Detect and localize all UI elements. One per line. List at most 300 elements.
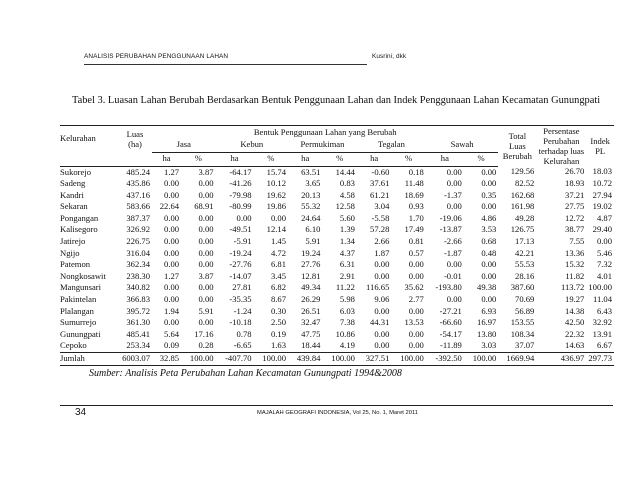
table-cell: 19.86: [266, 201, 287, 212]
table-cell: 0.00: [408, 259, 424, 270]
table-cell: 387.60: [510, 282, 535, 293]
table-cell: 14.63: [565, 340, 585, 351]
table-cell: 0.00: [481, 270, 497, 281]
running-header-title: ANALISIS PERUBAHAN PENGGUNAAN LAHAN: [84, 53, 229, 60]
table-cell: 2.66: [374, 236, 390, 247]
table-cell: 0.00: [198, 178, 214, 189]
table-cell: -19.24: [229, 247, 252, 258]
kelurahan-name-cell: Kandri: [60, 189, 84, 200]
table-cell: 7.32: [596, 259, 612, 270]
table-cell: 27.76: [301, 259, 321, 270]
table-cell: 3.45: [270, 270, 287, 281]
table-cell: 5.64: [164, 328, 180, 339]
table-cell: 11.22: [335, 282, 355, 293]
table-row: [60, 317, 614, 329]
table-cell: 47.75: [301, 328, 321, 339]
table-cell: 366.83: [126, 294, 150, 305]
col-unit-ha: ha: [216, 152, 254, 166]
table-cell: -35.35: [229, 294, 252, 305]
table-cell: 0.00: [481, 178, 497, 189]
table-cell: 0.00: [198, 224, 214, 235]
table-cell: 18.03: [592, 166, 612, 177]
table-cell: 16.97: [477, 317, 497, 328]
table-cell: 0.00: [198, 259, 214, 270]
table-cell: 5.91: [305, 236, 321, 247]
table-cell: 6.03: [339, 305, 355, 316]
table-cell: 326.92: [126, 224, 150, 235]
table-cell: 5.98: [339, 294, 355, 305]
table-cell: 238.30: [126, 270, 150, 281]
table-cell: 3.04: [374, 201, 390, 212]
table-row: [60, 224, 614, 236]
table-cell: 12.81: [301, 270, 321, 281]
table-cell: 0.00: [446, 294, 462, 305]
table-cell: 100.00: [588, 282, 612, 293]
kelurahan-name-cell: Jumlah: [60, 353, 118, 366]
table-cell: 1.34: [339, 236, 355, 247]
table-cell: 6.31: [339, 259, 355, 270]
col-unit-pct: %: [464, 152, 499, 166]
table-cell: 49.38: [477, 282, 497, 293]
table-cell: 56.89: [515, 305, 535, 316]
table-cell: 0.18: [408, 166, 424, 177]
table-cell: 8.67: [270, 294, 287, 305]
table-cell: 5.60: [339, 212, 355, 223]
table-cell: 3.87: [198, 166, 214, 177]
table-cell: 15.74: [266, 166, 287, 177]
table-cell: 38.77: [565, 224, 585, 235]
table-cell: -0.60: [371, 166, 390, 177]
table-cell: 0.00: [408, 328, 424, 339]
table-cell: 161.98: [510, 201, 535, 212]
table-row: [60, 190, 614, 202]
table-cell: 19.02: [592, 201, 612, 212]
table-cell: 4.01: [596, 270, 612, 281]
table-cell: 129.56: [510, 166, 535, 177]
kelurahan-name-cell: Cepoko: [60, 340, 87, 351]
table-cell: 0.09: [164, 340, 180, 351]
table-cell: -1.24: [233, 305, 252, 316]
footer-rule: [60, 405, 613, 406]
table-cell: -5.91: [233, 236, 252, 247]
table-cell: 19.62: [266, 189, 287, 200]
table-cell: 100.00: [181, 353, 215, 366]
table-row: [60, 259, 614, 271]
table-cell: 0.00: [270, 212, 287, 223]
table-cell: 15.32: [565, 259, 585, 270]
header-rule: [84, 64, 367, 65]
col-indek: Indek PL: [586, 126, 614, 167]
table-cell: 44.31: [370, 317, 390, 328]
table-cell: 0.00: [481, 259, 497, 270]
col-luas: Luas (ha): [118, 126, 152, 153]
table-cell: 4.72: [270, 247, 287, 258]
journal-citation: MAJALAH GEOGRAFI INDONESIA, Vol 25, No. 1, Maret 2011: [257, 410, 418, 416]
kelurahan-name-cell: Pongangan: [60, 212, 99, 223]
table-cell: 0.00: [446, 178, 462, 189]
col-unit-ha: ha: [152, 152, 181, 166]
table-cell: 0.00: [446, 166, 462, 177]
col-sawah: Sawah: [426, 139, 499, 152]
table-cell: 4.19: [339, 340, 355, 351]
table-cell: 19.27: [565, 294, 585, 305]
table-cell: 32.85: [152, 353, 181, 366]
table-cell: 436.97: [536, 353, 586, 366]
table-cell: 4.58: [339, 189, 355, 200]
table-cell: 253.34: [126, 340, 150, 351]
table-cell: -13.87: [439, 224, 462, 235]
table-cell: -0.01: [443, 270, 462, 281]
table-cell: 0.57: [408, 247, 424, 258]
table-cell: 0.00: [164, 236, 180, 247]
table-cell: -1.87: [443, 247, 462, 258]
table-cell: 162.68: [510, 189, 535, 200]
table-cell: 2.50: [270, 317, 287, 328]
table-cell: 3.53: [481, 224, 497, 235]
table-cell: 0.00: [481, 294, 497, 305]
table-cell: 0.00: [198, 212, 214, 223]
table-cell: 10.12: [266, 178, 287, 189]
table-cell: 6.43: [596, 305, 612, 316]
table-cell: 14.44: [335, 166, 355, 177]
table-cell: -193.80: [435, 282, 462, 293]
table-cell: -27.21: [439, 305, 462, 316]
table-cell: 1669.94: [498, 353, 536, 366]
kelurahan-name-cell: Mangunsari: [60, 282, 102, 293]
table-cell: 18.44: [301, 340, 321, 351]
table-cell: 0.00: [446, 259, 462, 270]
table-cell: -6.65: [233, 340, 252, 351]
kelurahan-name-cell: Patemon: [60, 259, 91, 270]
col-kebun: Kebun: [216, 139, 288, 152]
table-cell: 37.21: [565, 189, 585, 200]
col-unit-ha: ha: [288, 152, 322, 166]
col-unit-pct: %: [254, 152, 288, 166]
table-cell: 7.38: [339, 317, 355, 328]
table-cell: 5.46: [596, 247, 612, 258]
table-cell: 26.29: [301, 294, 321, 305]
table-cell: 297.73: [586, 353, 614, 366]
table-cell: 17.13: [515, 236, 535, 247]
table-row: [60, 271, 614, 283]
col-tegalan: Tegalan: [357, 139, 426, 152]
page-number: 34: [75, 407, 87, 418]
table-cell: 63.51: [301, 166, 321, 177]
col-persentase: Persentase Perubahan terhadap luas Kelurahan: [536, 126, 586, 167]
table-cell: 340.82: [126, 282, 150, 293]
table-cell: 10.86: [335, 328, 355, 339]
table-cell: 11.04: [592, 294, 612, 305]
table-row: [60, 282, 614, 294]
table-cell: 435.86: [126, 178, 150, 189]
table-cell: 12.14: [266, 224, 287, 235]
col-unit-ha: ha: [357, 152, 391, 166]
table-cell: -392.50: [426, 353, 464, 366]
land-use-change-table: [60, 125, 614, 366]
table-row: [60, 178, 614, 190]
table-cell: -80.99: [229, 201, 252, 212]
table-cell: -54.17: [439, 328, 462, 339]
kelurahan-name-cell: Sumurrejo: [60, 317, 97, 328]
col-spacer: [60, 152, 118, 166]
table-row: [60, 306, 614, 318]
table-cell: 49.28: [515, 212, 535, 223]
table-cell: 18.93: [565, 178, 585, 189]
table-cell: -41.26: [229, 178, 252, 189]
table-cell: 0.00: [596, 236, 612, 247]
table-cell: 2.77: [408, 294, 424, 305]
table-cell: 6.81: [270, 259, 287, 270]
table-cell: 0.30: [270, 305, 287, 316]
table-cell: 361.30: [126, 317, 150, 328]
table-cell: 6.10: [305, 224, 321, 235]
table-row: [60, 213, 614, 225]
table-cell: 0.00: [408, 305, 424, 316]
kelurahan-name-cell: Sekaran: [60, 201, 88, 212]
table-cell: 0.00: [198, 282, 214, 293]
table-cell: 100.00: [464, 353, 499, 366]
table-cell: 55.53: [515, 259, 535, 270]
table-cell: 126.75: [510, 224, 535, 235]
col-kelurahan: Kelurahan: [60, 126, 118, 153]
col-permukiman: Permukiman: [288, 139, 357, 152]
table-cell: 26.51: [301, 305, 321, 316]
table-cell: 100.00: [254, 353, 288, 366]
table-cell: 0.00: [164, 178, 180, 189]
table-cell: 17.16: [194, 328, 214, 339]
table-cell: 0.48: [481, 247, 497, 258]
kelurahan-name-cell: Nongkosawit: [60, 270, 106, 281]
table-cell: 0.81: [408, 236, 424, 247]
table-cell: 3.87: [198, 270, 214, 281]
table-row: [60, 294, 614, 306]
table-cell: 1.87: [374, 247, 390, 258]
table-cell: 68.91: [194, 201, 214, 212]
table-cell: 18.69: [404, 189, 424, 200]
table-cell: 4.87: [596, 212, 612, 223]
table-cell: 29.40: [592, 224, 612, 235]
table-cell: 316.04: [126, 247, 150, 258]
table-cell: 32.47: [301, 317, 321, 328]
table-cell: 7.55: [569, 236, 585, 247]
table-cell: 0.00: [198, 236, 214, 247]
table-cell: 82.52: [515, 178, 535, 189]
table-cell: -19.06: [439, 212, 462, 223]
table-cell: 0.83: [339, 178, 355, 189]
col-total: Total Luas Berubah: [498, 126, 536, 167]
table-cell: 1.94: [164, 305, 180, 316]
table-cell: 0.00: [408, 340, 424, 351]
table-cell: 153.55: [510, 317, 535, 328]
table-cell: 4.86: [481, 212, 497, 223]
table-cell: 0.00: [164, 212, 180, 223]
col-unit-pct: %: [391, 152, 425, 166]
table-cell: 1.70: [408, 212, 424, 223]
table-cell: -66.60: [439, 317, 462, 328]
col-unit-pct: %: [181, 152, 215, 166]
table-body: [60, 166, 614, 365]
table-cell: 49.34: [301, 282, 321, 293]
table-cell: 42.50: [565, 317, 585, 328]
table-cell: 3.65: [305, 178, 321, 189]
col-jasa: Jasa: [152, 139, 216, 152]
table-cell: 5.91: [198, 305, 214, 316]
table-cell: 0.19: [270, 328, 287, 339]
col-group-bentuk: Bentuk Penggunaan Lahan yang Berubah: [152, 126, 498, 139]
table-cell: 0.00: [164, 247, 180, 258]
table-cell: -11.89: [439, 340, 462, 351]
kelurahan-name-cell: Plalangan: [60, 305, 94, 316]
table-cell: 0.00: [164, 282, 180, 293]
table-cell: 485.24: [126, 166, 150, 177]
table-cell: 28.16: [515, 270, 535, 281]
table-cell: 0.00: [236, 212, 252, 223]
table-cell: 11.82: [565, 270, 585, 281]
table-cell: 0.00: [164, 259, 180, 270]
table-cell: 387.37: [126, 212, 150, 223]
col-unit-pct: %: [322, 152, 356, 166]
table-cell: 6003.07: [118, 353, 152, 366]
table-cell: 27.75: [565, 201, 585, 212]
table-cell: 0.00: [374, 305, 390, 316]
table-cell: 0.68: [481, 236, 497, 247]
table-cell: 100.00: [322, 353, 356, 366]
table-cell: 6.93: [481, 305, 497, 316]
table-cell: 0.00: [198, 317, 214, 328]
table-cell: 22.64: [159, 201, 180, 212]
table-cell: 4.37: [339, 247, 355, 258]
table-cell: 35.62: [404, 282, 424, 293]
table-cell: 226.75: [126, 236, 150, 247]
table-cell: 0.00: [164, 294, 180, 305]
table-cell: 0.00: [198, 247, 214, 258]
table-cell: 20.13: [301, 189, 321, 200]
table-cell: 0.00: [198, 189, 214, 200]
table-cell: 27.94: [592, 189, 612, 200]
table-cell: 0.00: [374, 340, 390, 351]
table-cell: 11.48: [404, 178, 424, 189]
table-row: [60, 201, 614, 213]
table-cell: 42.21: [515, 247, 535, 258]
table-cell: 1.63: [270, 340, 287, 351]
table-cell: 9.06: [374, 294, 390, 305]
table-row: [60, 340, 614, 352]
table-cell: 0.00: [164, 317, 180, 328]
table-cell: 0.00: [481, 166, 497, 177]
table-source: Sumber: Analisis Peta Perubahan Lahan Kecamatan Gunungpati 1994&2008: [89, 368, 402, 379]
table-cell: 0.93: [408, 201, 424, 212]
kelurahan-name-cell: Ngijo: [60, 247, 80, 258]
table-cell: 22.32: [565, 328, 585, 339]
table-cell: 0.00: [374, 328, 390, 339]
table-cell: 37.61: [370, 178, 390, 189]
table-cell: 3.03: [481, 340, 497, 351]
table-cell: 6.67: [596, 340, 612, 351]
table-cell: 26.70: [565, 166, 585, 177]
table-row: [60, 236, 614, 248]
table-cell: -27.76: [229, 259, 252, 270]
table-cell: 27.81: [232, 282, 252, 293]
table-cell: 2.91: [339, 270, 355, 281]
table-cell: 13.53: [404, 317, 424, 328]
table-cell: 0.00: [446, 201, 462, 212]
table-cell: 1.45: [270, 236, 287, 247]
kelurahan-name-cell: Kalisegoro: [60, 224, 98, 235]
table-cell: 55.32: [301, 201, 321, 212]
table-cell: 17.49: [404, 224, 424, 235]
table-total-row: [60, 353, 614, 366]
table-cell: -1.37: [443, 189, 462, 200]
table-cell: 24.64: [301, 212, 321, 223]
table-cell: 32.92: [592, 317, 612, 328]
table-cell: 61.21: [370, 189, 390, 200]
table-cell: -79.98: [229, 189, 252, 200]
table-row: [60, 166, 614, 178]
table-cell: 13.36: [565, 247, 585, 258]
table-cell: 12.72: [565, 212, 585, 223]
table-cell: 0.78: [236, 328, 252, 339]
kelurahan-name-cell: Gunungpati: [60, 328, 101, 339]
table-cell: 0.28: [198, 340, 214, 351]
table-cell: 6.82: [270, 282, 287, 293]
table-cell: 0.00: [374, 259, 390, 270]
table-cell: -5.58: [371, 212, 390, 223]
table-cell: 37.07: [515, 340, 535, 351]
kelurahan-name-cell: Sukorejo: [60, 166, 92, 177]
table-cell: 57.28: [370, 224, 390, 235]
table-cell: 437.16: [126, 189, 150, 200]
kelurahan-name-cell: Sadeng: [60, 178, 86, 189]
table-cell: 0.00: [198, 294, 214, 305]
table-cell: 0.00: [164, 224, 180, 235]
col-unit-ha: ha: [426, 152, 464, 166]
table-cell: 1.27: [164, 166, 180, 177]
table-cell: 70.69: [515, 294, 535, 305]
table-cell: -14.07: [229, 270, 252, 281]
table-cell: -2.66: [443, 236, 462, 247]
table-cell: 0.00: [481, 201, 497, 212]
table-cell: 10.72: [592, 178, 612, 189]
kelurahan-name-cell: Jatirejo: [60, 236, 86, 247]
table-cell: -10.18: [229, 317, 252, 328]
table-cell: 108.34: [510, 328, 535, 339]
kelurahan-name-cell: Pakintelan: [60, 294, 97, 305]
table-cell: 12.58: [335, 201, 355, 212]
table-cell: 100.00: [391, 353, 425, 366]
table-cell: -64.17: [229, 166, 252, 177]
table-cell: 583.66: [126, 201, 150, 212]
table-cell: -407.70: [216, 353, 254, 366]
table-row: [60, 329, 614, 341]
table-cell: 14.38: [565, 305, 585, 316]
table-cell: 113.72: [561, 282, 585, 293]
table-cell: 13.80: [477, 328, 497, 339]
running-header-authors: Kusrini, dkk: [372, 53, 407, 60]
table-caption: Tabel 3. Luasan Lahan Berubah Berdasarkan Bentuk Penggunaan Lahan dan Indek Penggunaan Lahan Kecamatan Gunungpati: [72, 95, 601, 106]
table-cell: 327.51: [357, 353, 391, 366]
table-cell: 19.24: [301, 247, 321, 258]
table-cell: 0.00: [374, 270, 390, 281]
table-cell: 1.27: [164, 270, 180, 281]
table-cell: 116.65: [366, 282, 390, 293]
table-cell: 0.00: [164, 189, 180, 200]
table-cell: 395.72: [126, 305, 150, 316]
table-cell: 439.84: [288, 353, 322, 366]
table-cell: 0.00: [408, 270, 424, 281]
table-cell: 362.34: [126, 259, 150, 270]
table-cell: 13.91: [592, 328, 612, 339]
table-cell: -49.51: [229, 224, 252, 235]
